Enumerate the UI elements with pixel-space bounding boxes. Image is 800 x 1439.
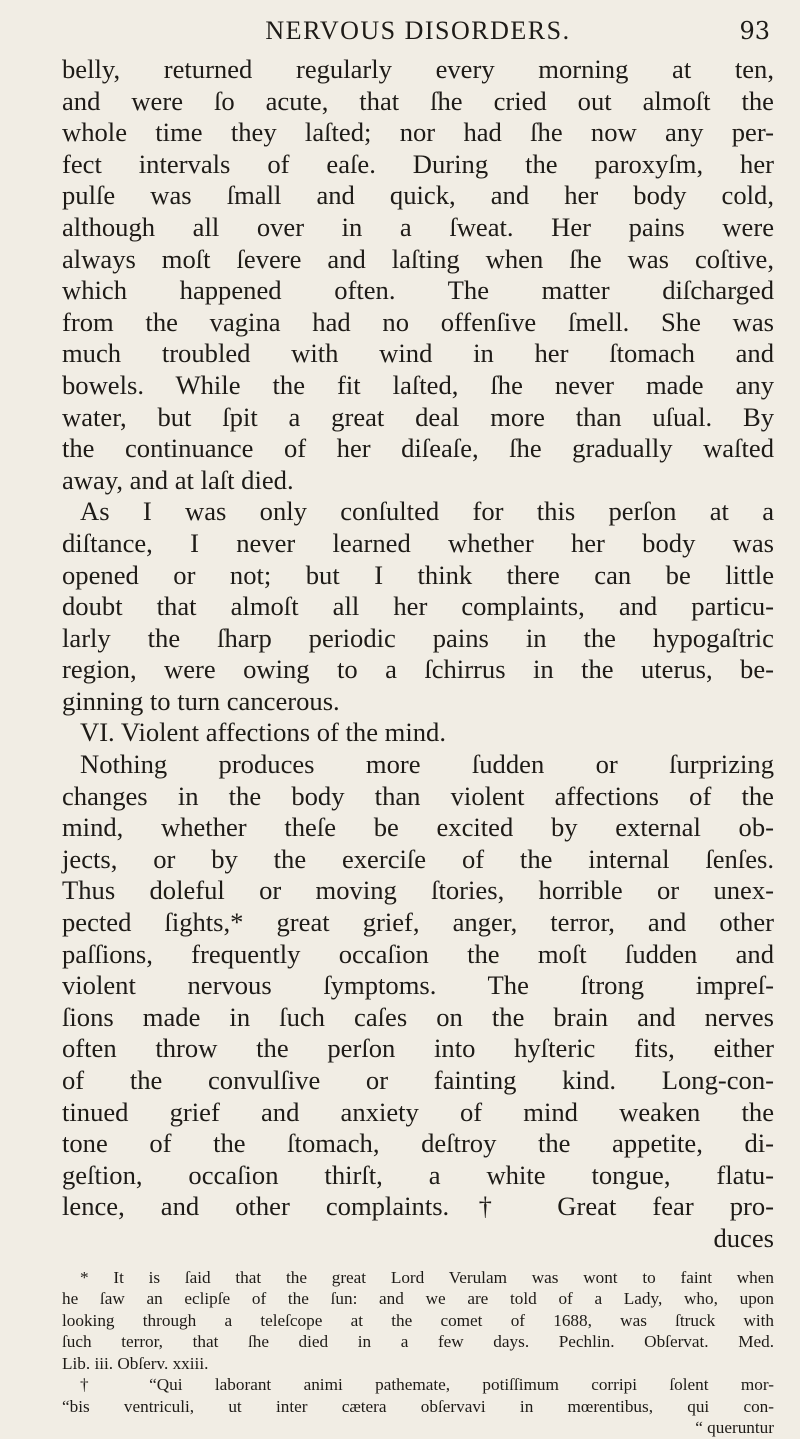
text-line: Thus doleful or moving ſtories, horrible or unex- <box>62 875 774 906</box>
body-text <box>62 54 774 1255</box>
text-line: jects, or by the exerciſe of the internal ſenſes. <box>62 843 774 874</box>
footnote-line: Lib. iii. Obſerv. xxiii. <box>62 1353 209 1373</box>
text-line: larly the ſharp periodic pains in the hypogaſtric <box>62 622 774 653</box>
text-line: much troubled with wind in her ſtomach and <box>62 338 774 369</box>
text-line: geſtion, occaſion thirſt, a white tongue, flatu- <box>62 1159 774 1190</box>
text-line: of the convulſive or fainting kind. Long-con- <box>62 1065 774 1095</box>
text-line: belly, returned regularly every morning at ten, <box>62 54 774 84</box>
catchword: duces <box>713 1222 774 1253</box>
footnote-line: * It is ſaid that the great Lord Verulam was wont to faint when <box>80 1267 774 1287</box>
text-line: which happened often. The matter diſcharged <box>62 275 774 306</box>
text-line: mind, whether theſe be excited by external ob- <box>62 812 774 843</box>
text-line: tinued grief and anxiety of mind weaken the <box>62 1096 774 1127</box>
footnote-line: “bis ventriculi, ut inter cætera obſervavi in mœrentibus, qui con- <box>62 1396 774 1416</box>
footnote-line: ſuch terror, that ſhe died in a few days. Pechlin. Obſervat. Med. <box>62 1332 774 1352</box>
text-line: the continuance of her diſeaſe, ſhe gradually waſted <box>62 433 774 464</box>
footnote-line: “ queruntur <box>695 1418 774 1438</box>
footnote-line: looking through a teleſcope at the comet of 1688, was ſtruck with <box>62 1310 774 1330</box>
text-line: lence, and other complaints.† Great fear pro- <box>62 1191 774 1222</box>
text-line: ſions made in ſuch caſes on the brain and nerves <box>62 1001 774 1032</box>
running-head <box>62 14 774 54</box>
text-line: changes in the body than violent affections of the <box>62 780 774 811</box>
text-line: opened or not; but I think there can be little <box>62 559 774 590</box>
page-number: 93 <box>739 17 770 45</box>
section-heading: VI. Violent affections of the mind. <box>80 717 446 748</box>
text-line: region, were owing to a ſchirrus in the uterus, be- <box>62 654 774 685</box>
text-line: ginning to turn cancerous. <box>62 685 340 716</box>
text-line: diſtance, I never learned whether her body was <box>62 527 774 558</box>
text-line: away, and at laſt died. <box>62 464 294 495</box>
text-line: paſſions, frequently occaſion the moſt ſudden and <box>62 938 774 969</box>
text-line: Nothing produces more ſudden or ſurprizing <box>80 749 774 780</box>
book-page <box>62 14 774 1439</box>
running-title: NERVOUS DISORDERS. <box>265 16 571 45</box>
text-line: whole time they laſted; nor had ſhe now any per- <box>62 117 774 148</box>
text-line: bowels. While the fit laſted, ſhe never made any <box>62 369 774 400</box>
text-line: fect intervals of eaſe. During the paroxyſm, her <box>62 148 774 179</box>
text-line: and were ſo acute, that ſhe cried out almoſt the <box>62 85 774 116</box>
text-line: doubt that almoſt all her complaints, and particu- <box>62 591 774 622</box>
text-line: violent nervous ſymptoms. The ſtrong impreſ- <box>62 970 774 1001</box>
text-line: pected ſights,* great grief, anger, terror, and other <box>62 907 774 938</box>
footnote-line: he ſaw an eclipſe of the ſun: and we are told of a Lady, who, upon <box>62 1289 774 1309</box>
footnotes <box>62 1267 774 1439</box>
text-line: always moſt ſevere and laſting when ſhe was coſtive, <box>62 243 774 274</box>
text-line: tone of the ſtomach, deſtroy the appetite, di- <box>62 1128 774 1159</box>
text-line: As I was only conſulted for this perſon at a <box>80 496 774 527</box>
text-line: often throw the perſon into hyſteric fits, either <box>62 1033 774 1064</box>
text-line: pulſe was ſmall and quick, and her body cold, <box>62 180 774 211</box>
text-line: water, but ſpit a great deal more than uſual. By <box>62 401 774 432</box>
footnote-line: † “Qui laborant animi pathemate, potiſſimum corripi ſolent mor- <box>80 1375 774 1395</box>
text-line: although all over in a ſweat. Her pains were <box>62 211 774 242</box>
text-line: from the vagina had no offenſive ſmell. She was <box>62 306 774 337</box>
